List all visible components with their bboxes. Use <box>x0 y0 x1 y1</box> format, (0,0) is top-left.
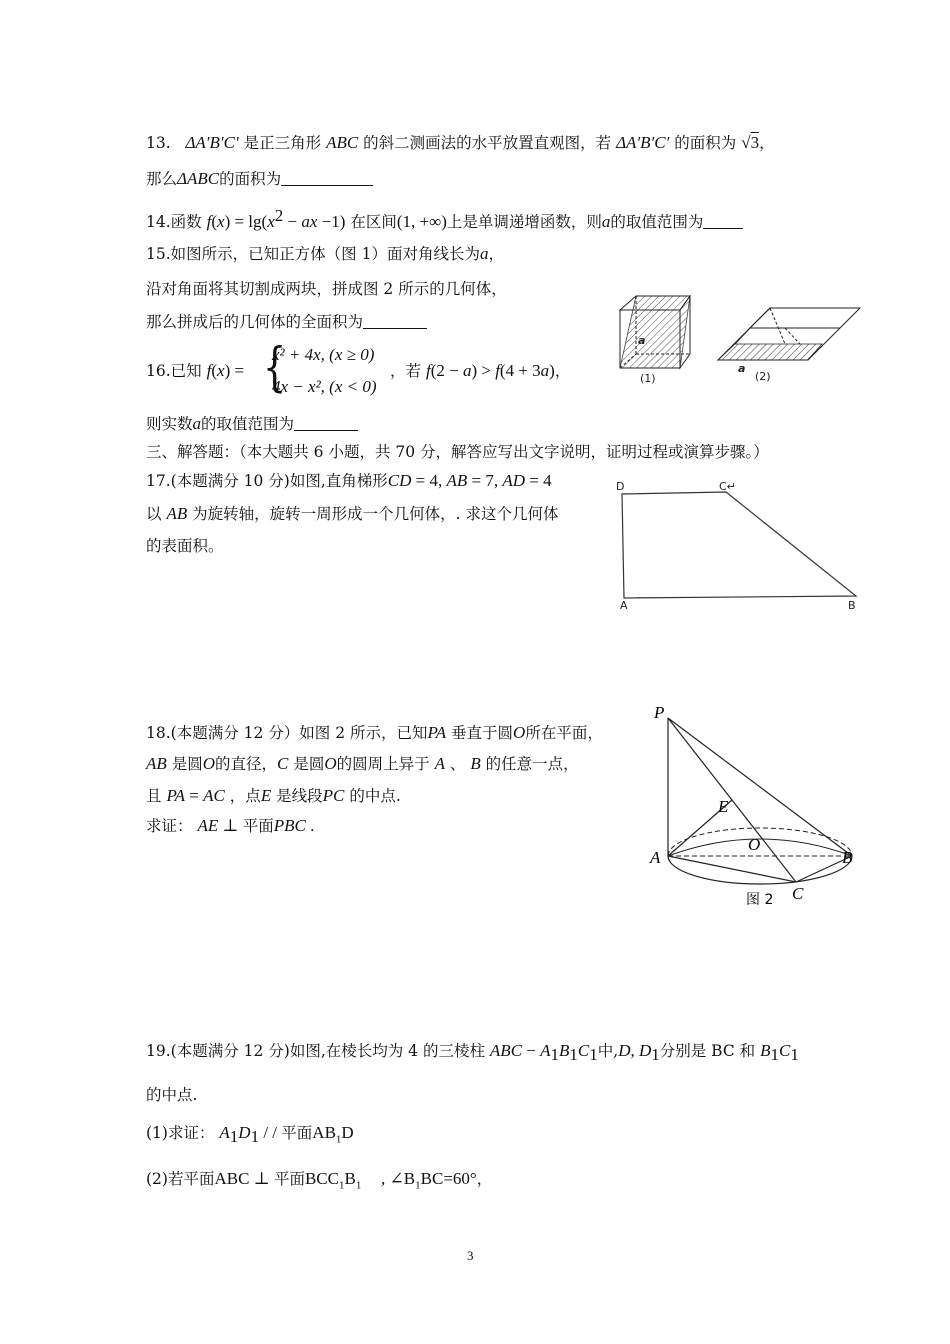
q17-line3: 的表面积。 <box>146 537 224 555</box>
cone-figure <box>640 700 865 915</box>
q18-line4: 求证： AE ⊥ 平面PBC . <box>146 816 315 835</box>
q16-line1: 16.已知 f(x) = <box>146 361 245 380</box>
label-c2: C <box>792 884 804 903</box>
q18-line2: AB 是圆O的直径，C 是圆O的圆周上异于 A 、 B 的任意一点， <box>146 754 579 773</box>
piecewise-brace: { <box>262 338 287 398</box>
label-a2: A <box>650 848 661 867</box>
cube-figure <box>620 296 690 385</box>
answer-blank <box>703 212 743 229</box>
combined-solid-figure <box>718 308 860 383</box>
q17-line1: 17.(本题满分 10 分)如图,直角梯形CD = 4, AB = 7, AD = 4 <box>146 471 552 490</box>
answer-blank <box>363 312 427 329</box>
q14-line: 14.函数 $f(x) = \lg(x^2$ − ax −1) 在区间(1, +∞)上是单调递增函数，则a的取值范围为 <box>146 205 743 233</box>
q19-line1: 19.(本题满分 12 分)如图,在棱长均为 4 的三棱柱 ABC − $A_1B_1C_1$中,D, $D_1$分别是 BC 和 $B_1C_1$ <box>146 1041 799 1065</box>
q16-condition: ，若 f(2 − a) > f(4 + 3a)， <box>390 361 571 380</box>
svg-text:(2): (2) <box>755 370 771 383</box>
q19-part1: (1)求证： $A_1D_1$ / / 平面$AB_1D$ <box>146 1123 354 1147</box>
q13-line1: 13. ΔA′B′C′ 是正三角形 ABC 的斜二测画法的水平放置直观图，若 ΔA′B′C′ 的面积为 √3， <box>146 133 775 152</box>
q16-line2: 则实数a的取值范围为 <box>146 413 358 435</box>
label-c: C↵ <box>719 480 736 493</box>
label-p: P <box>654 703 665 722</box>
label-a: A <box>620 599 628 612</box>
svg-text:a: a <box>638 334 646 347</box>
q19-line2: 的中点. <box>146 1086 198 1104</box>
answer-blank <box>294 414 358 431</box>
trapezoid-figure <box>612 478 862 612</box>
q18-line1: 18.(本题满分 12 分）如图 2 所示，已知PA 垂直于圆O所在平面， <box>146 723 603 742</box>
q16-case2: 4x − x², (x < 0) <box>272 377 377 396</box>
label-b: B <box>848 599 856 612</box>
q17-line2: 以 AB 为旋转轴，旋转一周形成一个几何体，. 求这个几何体 <box>146 504 559 523</box>
label-o: O <box>748 835 761 854</box>
q19-part2: (2)若平面ABC ⊥ 平面$BCC_1B_1$ , $\angle B_1BC=60^\circ$， <box>146 1169 493 1192</box>
q15-line2: 沿对角面将其切割成两块，拼成图 2 所示的几何体， <box>146 280 507 298</box>
figure-caption: 图 2 <box>746 892 774 908</box>
q16-case1: x² + 4x, (x ≥ 0) <box>272 345 375 364</box>
q13-line2: 那么ΔABC的面积为 <box>146 168 373 190</box>
label-d: D <box>616 480 625 493</box>
label-b2: B <box>842 848 853 867</box>
q15-figures <box>610 288 870 388</box>
section-heading: 三、解答题：（本大题共 6 小题，共 70 分，解答应写出文字说明，证明过程或演算步骤。） <box>146 443 769 461</box>
svg-text:a: a <box>738 362 746 375</box>
page-number: 3 <box>467 1248 474 1263</box>
label-e: E <box>718 797 729 816</box>
q15-line1: 15.如图所示，已知正方体（图 1）面对角线长为a， <box>146 244 504 263</box>
answer-blank <box>281 169 373 186</box>
q15-line3: 那么拼成后的几何体的全面积为 <box>146 311 427 333</box>
svg-text:(1): (1) <box>640 372 656 385</box>
q18-line3: 且 PA = AC ，点E 是线段PC 的中点. <box>146 786 401 805</box>
